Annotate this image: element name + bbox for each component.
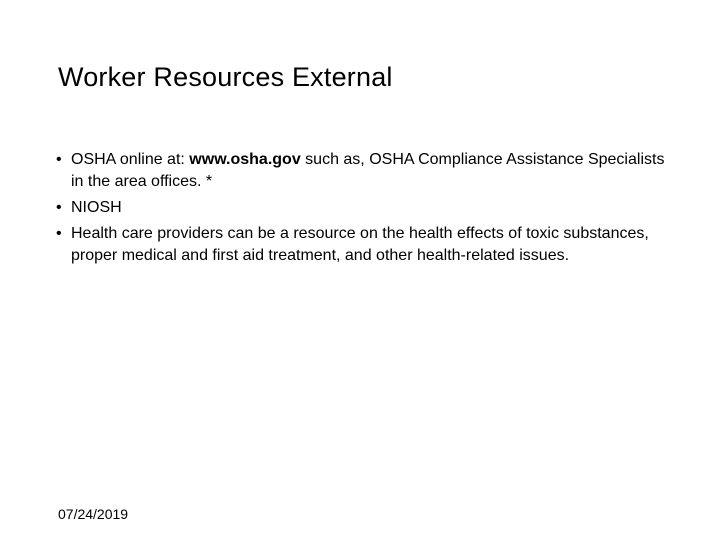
bullet-icon: • <box>56 199 62 216</box>
osha-website-link[interactable]: www.osha.gov <box>189 151 301 168</box>
bullet-text: NIOSH <box>71 199 122 216</box>
bullet-text-prefix: OSHA online at: <box>71 151 190 168</box>
footer-date: 07/24/2019 <box>58 506 129 522</box>
bullet-icon: • <box>56 225 62 242</box>
bullet-item-health-care <box>56 223 668 267</box>
bullet-list <box>56 149 668 271</box>
bullet-text-suffix: such as, OSHA Compliance Assistance Specialists in the area offices. * <box>71 151 665 190</box>
bullet-text: Health care providers can be a resource on the health effects of toxic substances, proper medical and first aid treatment, and other health-related issues. <box>71 225 649 264</box>
bullet-item-osha <box>56 149 668 193</box>
bullet-icon: • <box>56 151 62 168</box>
slide-title: Worker Resources External <box>58 62 393 92</box>
bullet-item-niosh <box>56 197 668 219</box>
